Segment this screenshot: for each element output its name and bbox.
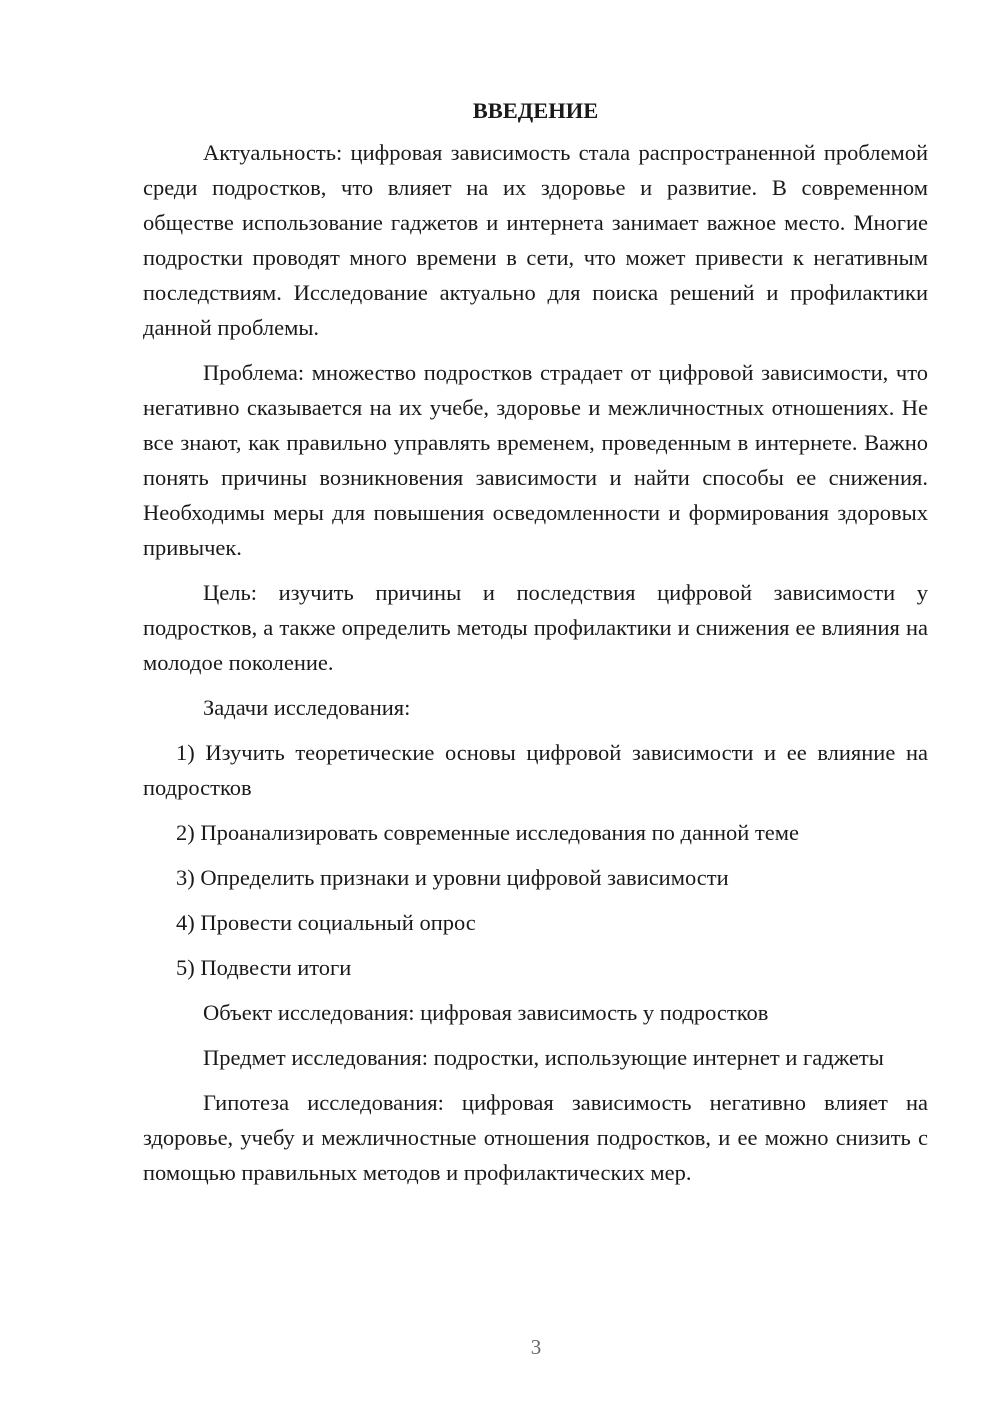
task-item-4: 4) Провести социальный опрос (176, 910, 476, 935)
paragraph-goal: Цель: изучить причины и последствия цифровой зависимости у подростков, а также определить методы профилактики и снижения ее влияния на молодое поколение. (143, 580, 928, 675)
task-item-5: 5) Подвести итоги (176, 955, 352, 980)
paragraph-tasks-heading: Задачи исследования: (203, 695, 411, 720)
task-item-2: 2) Проанализировать современные исследования по данной теме (176, 820, 800, 845)
task-item-3: 3) Определить признаки и уровни цифровой зависимости (176, 865, 729, 890)
paragraph-subject: Предмет исследования: подростки, использующие интернет и гаджеты (203, 1045, 884, 1070)
page-content (143, 97, 928, 1200)
paragraph-hypothesis: Гипотеза исследования: цифровая зависимость негативно влияет на здоровье, учебу и межличностные отношения подростков, и ее можно снизить с помощью правильных методов и профилактических мер. (143, 1090, 928, 1185)
paragraph-object: Объект исследования: цифровая зависимость у подростков (203, 1000, 769, 1025)
paragraph-problem: Проблема: множество подростков страдает от цифровой зависимости, что негативно сказывается на их учебе, здоровье и межличностных отношениях. Не все знают, как правильно управлять временем, проведенным в интернете. Важно понять причины возникновения зависимости и найти способы ее снижения. Необходимы меры для повышения осведомленности и формирования здоровых привычек. (143, 360, 928, 560)
section-title: ВВЕДЕНИЕ (472, 98, 599, 123)
paragraph-relevance: Актуальность: цифровая зависимость стала распространенной проблемой среди подростков, что влияет на их здоровье и развитие. В современном обществе использование гаджетов и интернета занимает важное место. Многие подростки проводят много времени в сети, что может привести к негативным последствиям. Исследование актуально для поиска решений и профилактики данной проблемы. (143, 140, 928, 340)
page-number: 3 (530, 1335, 542, 1359)
task-item-1: 1) Изучить теоретические основы цифровой зависимости и ее влияние на подростков (143, 740, 928, 800)
